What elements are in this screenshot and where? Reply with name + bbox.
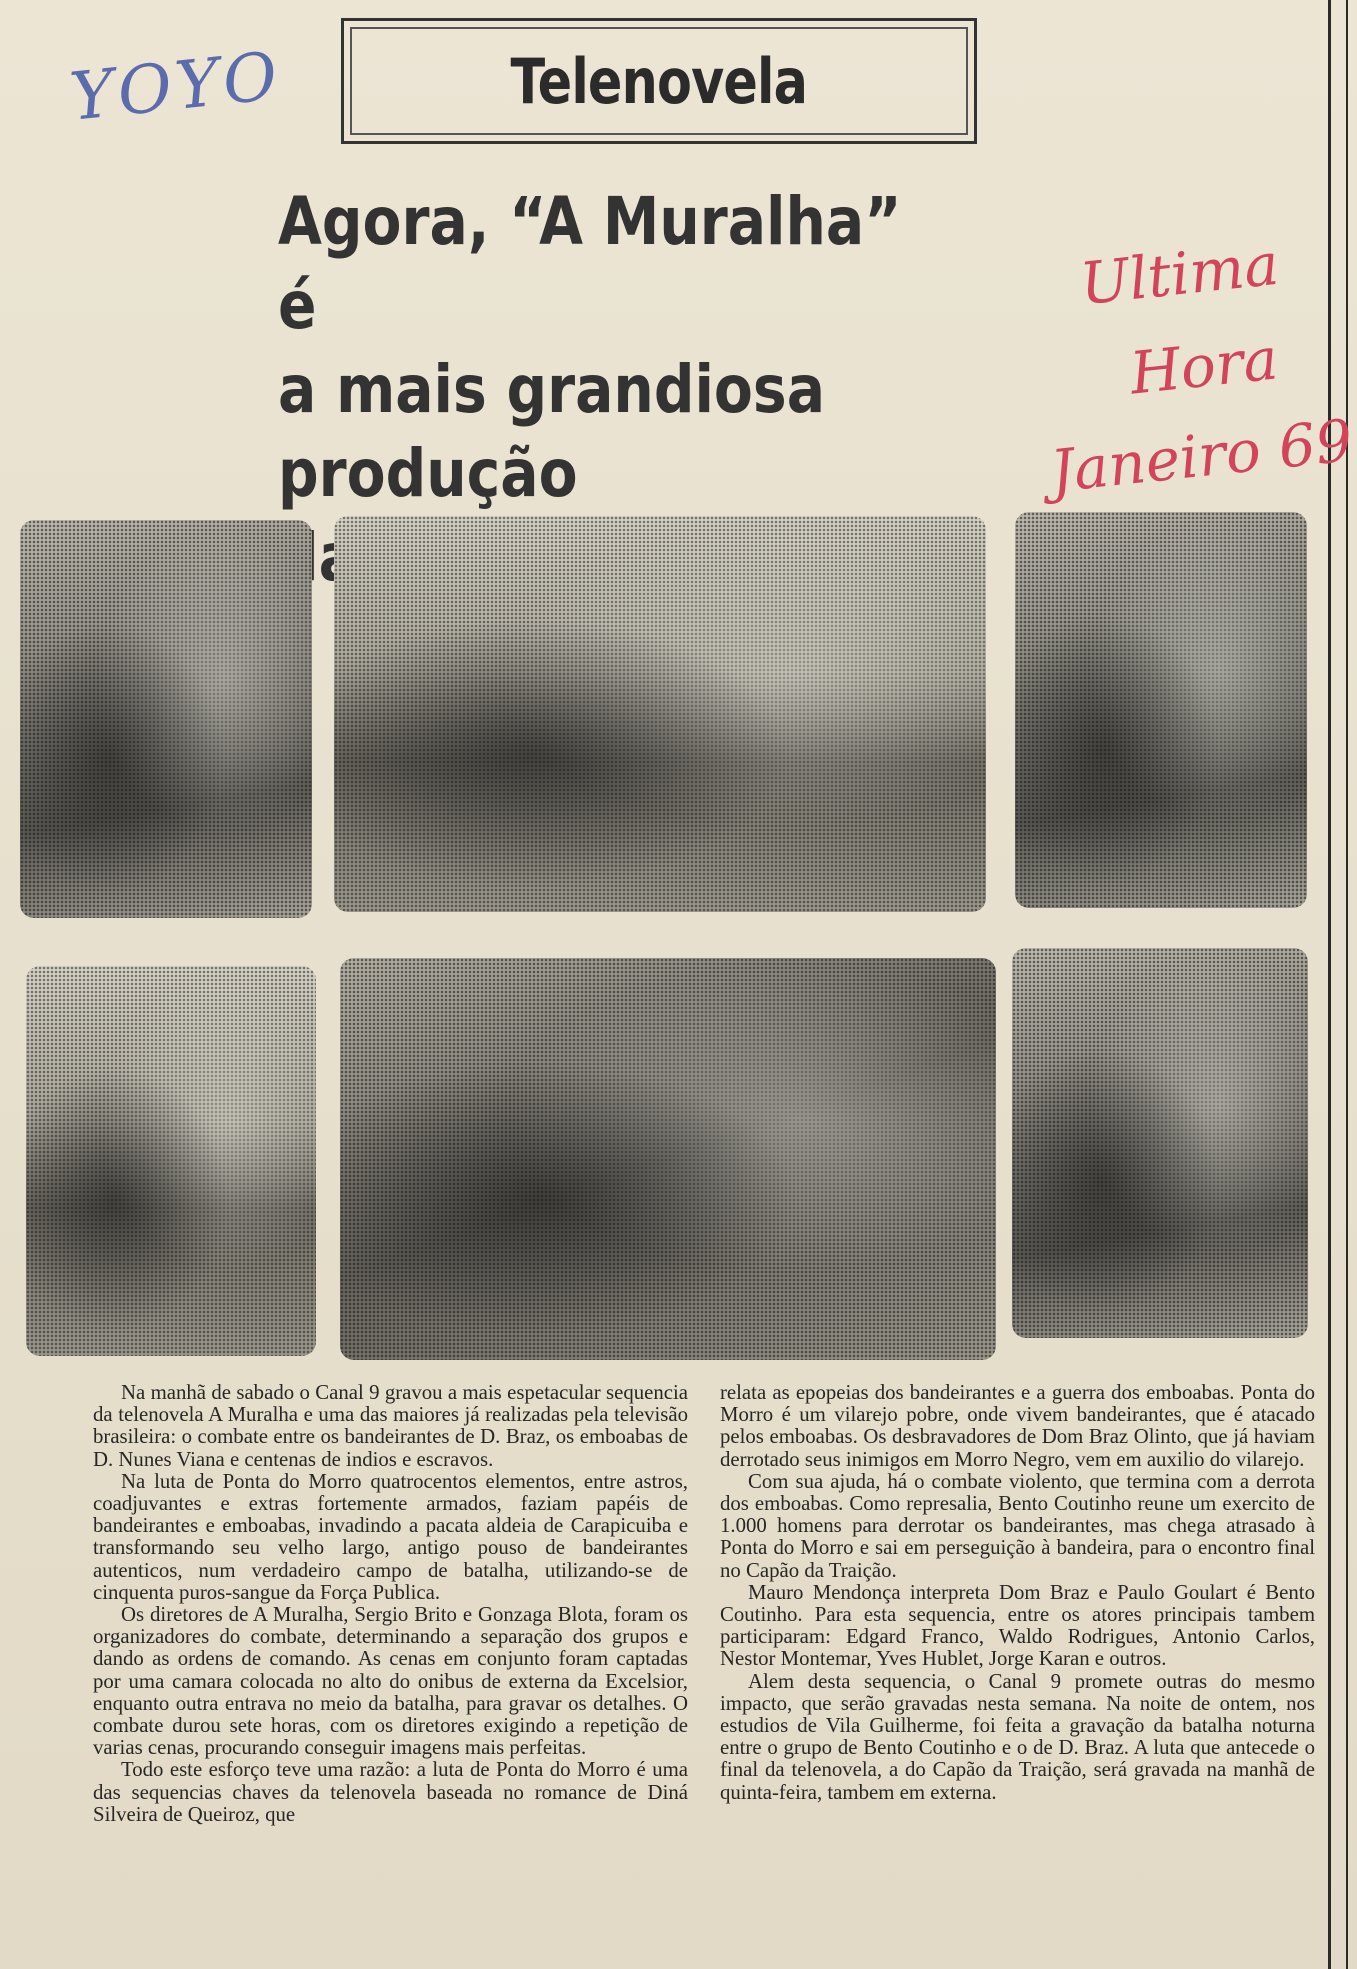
handwritten-note-line-1: Ultima bbox=[1076, 229, 1282, 319]
photo-fallen-combatants bbox=[1012, 948, 1308, 1338]
headline-line-3: da bbox=[278, 519, 357, 596]
article-body bbox=[93, 1382, 1315, 1957]
paragraph: Com sua ajuda, há o combate violento, que termina com a derrota dos emboabas. Como represalia, Bento Coutinho reune um exercito de 1.000 homens para derrotar os bandeirantes, mas chega atrasado à Ponta do Morro e sai em perseguição à bandeira, para o encontro final no Capão da Traição. bbox=[720, 1469, 1315, 1582]
paragraph: Alem desta sequencia, o Canal 9 promete outras do mesmo impacto, que serão gravadas nesta semana. Na noite de ontem, nos estudios de Vila Guilherme, foi feita a gravação da batalha noturna entre o grupo de Bento Coutinho e o de D. Braz. A luta que antecede o final da telenovela, a do Capão da Traição, será gravada na manhã de quinta-feira, tambem em externa. bbox=[720, 1669, 1315, 1804]
article-column-2 bbox=[720, 1382, 1315, 1957]
handwritten-note-line-3: Janeiro 69 bbox=[1047, 406, 1356, 506]
clipping-right-border bbox=[1328, 0, 1331, 1969]
handwritten-note-line-2: Hora bbox=[1126, 324, 1281, 408]
paragraph: Mauro Mendonça interpreta Dom Braz e Paulo Goulart é Bento Coutinho. Para esta sequencia, entre os atores principais tambem participaram: Edgard Franco, Waldo Rodrigues, Antonio Carlos, Nestor Montemar, Yves Hublet, Jorge Karan e outros. bbox=[720, 1580, 1315, 1671]
paragraph: Na luta de Ponta do Morro quatrocentos elementos, entre astros, coadjuvantes e extras fortemente armados, faziam papéis de bandeirantes e emboabas, invadindo a pacata aldeia de Carapicuiba e transformando seu velho largo, antigo pouso de bandeirantes autenticos, num verdadeiro campo de batalha, utilizando-se de cinquenta puros-sangue da Força Publica. bbox=[93, 1469, 688, 1604]
handwritten-yoyo: YOYO bbox=[66, 37, 285, 136]
article-column-1 bbox=[93, 1382, 688, 1957]
headline-line-1: Agora, “A Muralha” é bbox=[278, 183, 902, 344]
section-header-box bbox=[341, 18, 977, 144]
section-title: Telenovela bbox=[510, 44, 808, 118]
headline-line-2: a mais grandiosa produção bbox=[278, 351, 826, 512]
photo-crowd-village-square bbox=[334, 516, 986, 912]
paragraph: relata as epopeias dos bandeirantes e a guerra dos emboabas. Ponta do Morro é um vilarejo pobre, onde vivem bandeirantes, que é atacado pelos emboabas. Os desbravadores de Dom Braz Olinto, que já haviam derrotado seus inimigos em Morro Negro, vem em auxilio do vilarejo. bbox=[720, 1381, 1315, 1471]
paragraph: Na manhã de sabado o Canal 9 gravou a mais espetacular sequencia da telenovela A Muralha e uma das maiores já realizadas pela televisão brasileira: o combate entre os bandeirantes de D. Braz, os emboabas de D. Nunes Viana e centenas de indios e escravos. bbox=[93, 1381, 688, 1471]
photo-villagers bbox=[20, 520, 312, 918]
photo-house-skirmish bbox=[26, 966, 316, 1356]
photo-horse-battle bbox=[340, 958, 996, 1360]
paragraph: Os diretores de A Muralha, Sergio Brito e Gonzaga Blota, foram os organizadores do combate, determinando a separação dos grupos e dando as ordens de comando. As cenas em conjunto foram captadas por uma camara colocada no alto do onibus de externa da Excelsior, enquanto outra entrava no meio da batalha, para gravar os detalhes. O combate durou sete horas, com os diretores exigindo a repetição de varias cenas, procurando conseguir imagens mais perfeitas. bbox=[93, 1603, 688, 1760]
scan-edge bbox=[1346, 0, 1348, 1969]
photo-fighters-close bbox=[1015, 512, 1307, 908]
paragraph: Todo este esforço teve uma razão: a luta de Ponta do Morro é uma das sequencias chaves da telenovela baseada no romance de Diná Silveira de Queiroz, que bbox=[93, 1758, 688, 1826]
